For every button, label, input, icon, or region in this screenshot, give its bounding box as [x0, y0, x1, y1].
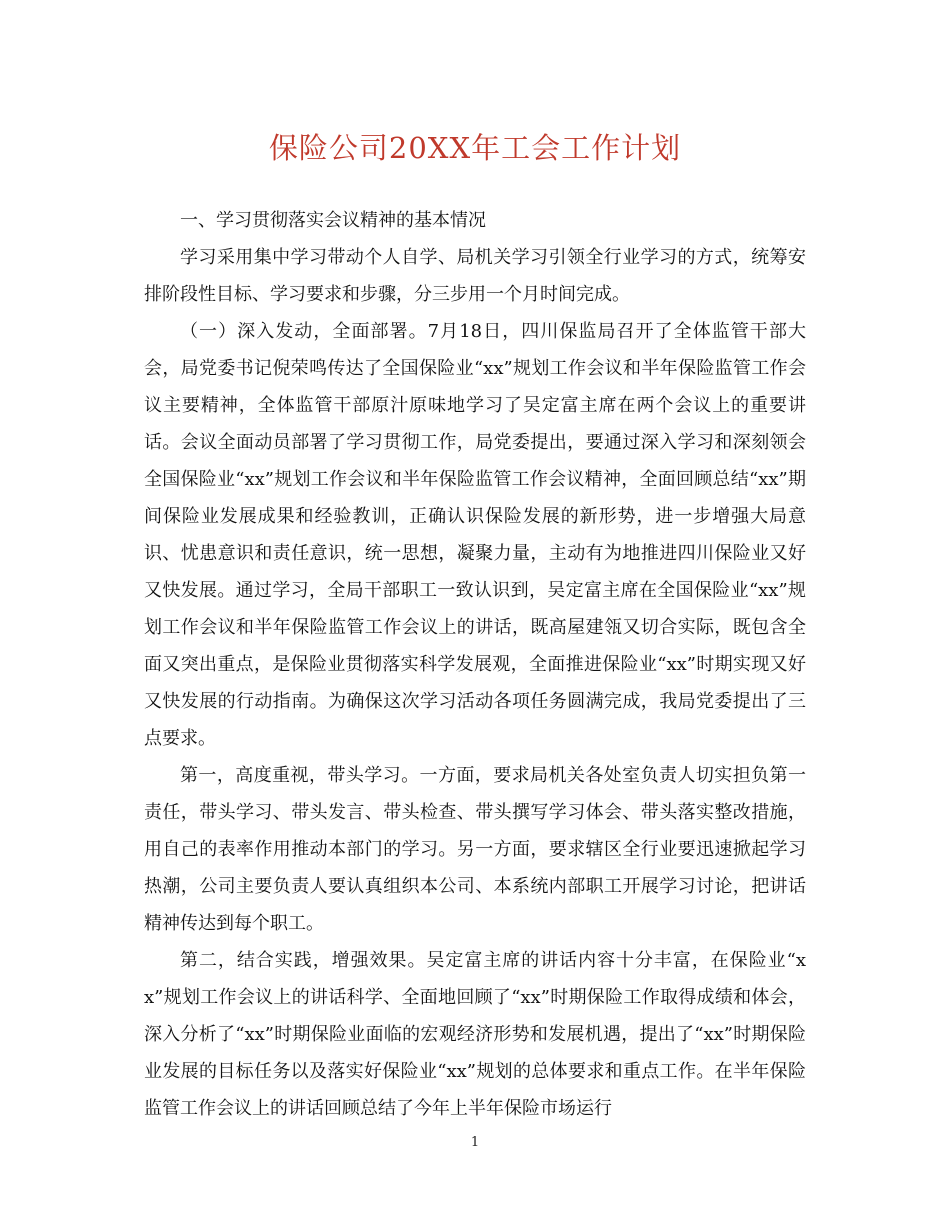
section-heading: 一、学习贯彻落实会议精神的基本情况 [180, 210, 486, 231]
paragraph: 第二，结合实践，增强效果。吴定富主席的讲话内容十分丰富，在保险业“xx”规划工作会议上的讲话科学、全面地回顾了“xx”时期保险工作取得成绩和体会，深入分析了“xx”时期保险业面临的宏观经济形势和发展机遇，提出了“xx”时期保险业发展的目标任务以及落实好保险业“xx”规划的总体要求和重点工作。在半年保险监管工作会议上的讲话回顾总结了今年上半年保险市场运行 [144, 950, 806, 1119]
paragraph: 第一，高度重视，带头学习。一方面，要求局机关各处室负责人切实担负第一责任，带头学习、带头发言、带头检查、带头撰写学习体会、带头落实整改措施，用自己的表率作用推动本部门的学习。另一方面，要求辖区全行业要迅速掀起学习热潮，公司主要负责人要认真组织本公司、本系统内部职工开展学习讨论，把讲话精神传达到每个职工。 [144, 765, 806, 934]
paragraph: （一）深入发动，全面部署。7月18日，四川保监局召开了全体监管干部大会，局党委书记倪荣鸣传达了全国保险业“xx”规划工作会议和半年保险监管工作会议主要精神，全体监管干部原汁原味地学习了吴定富主席在两个会议上的重要讲话。会议全面动员部署了学习贯彻工作，局党委提出，要通过深入学习和深刻领会全国保险业“xx”规划工作会议和半年保险监管工作会议精神，全面回顾总结“xx”期间保险业发展成果和经验教训，正确认识保险发展的新形势，进一步增强大局意识、忧患意识和责任意识，统一思想，凝聚力量，主动有为地推进四川保险业又好又快发展。通过学习，全局干部职工一致认识到，吴定富主席在全国保险业“xx”规划工作会议和半年保险监管工作会议上的讲话，既高屋建瓴又切合实际，既包含全面又突出重点，是保险业贯彻落实科学发展观，全面推进保险业“xx”时期实现又好又快发展的行动指南。为确保这次学习活动各项任务圆满完成，我局党委提出了三点要求。 [144, 321, 806, 749]
document-title: 保险公司20XX年工会工作计划 [268, 131, 682, 165]
page-number: 1 [470, 1135, 480, 1150]
paragraph: 学习采用集中学习带动个人自学、局机关学习引领全行业学习的方式，统筹安排阶段性目标、学习要求和步骤，分三步用一个月时间完成。 [144, 247, 806, 305]
document-body [144, 202, 806, 1127]
